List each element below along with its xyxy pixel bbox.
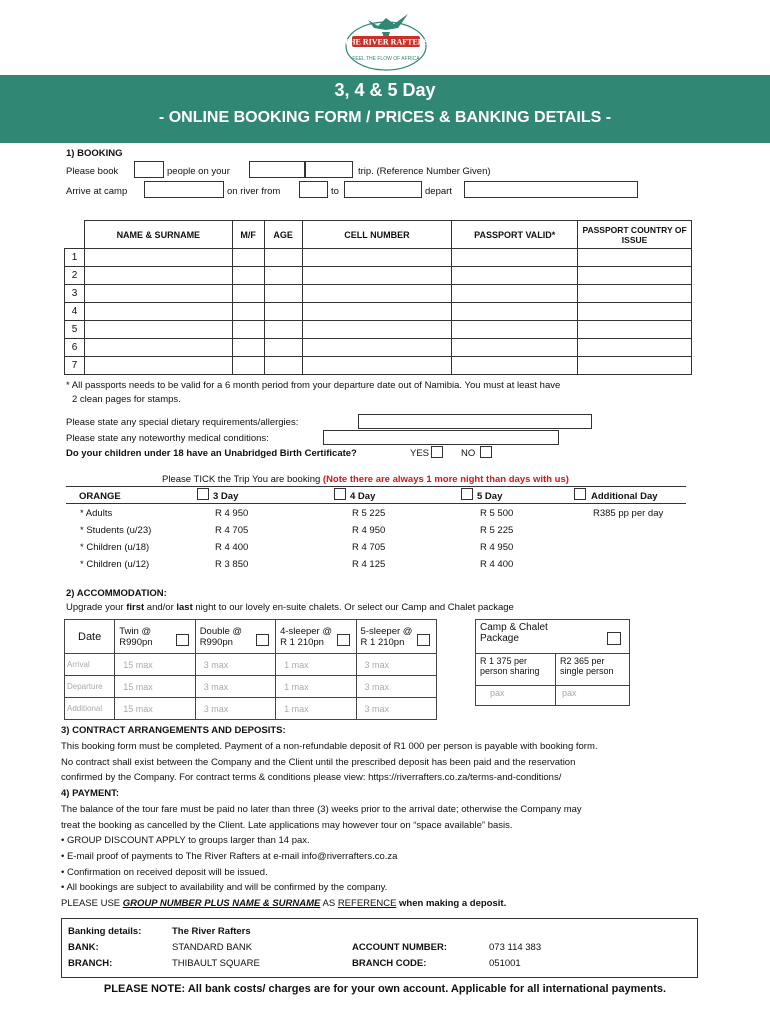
- medical-field[interactable]: [323, 430, 559, 445]
- accommodation-type-checkbox[interactable]: [337, 634, 350, 646]
- contract-line-3: confirmed by the Company. For contract terms & conditions please view: https://riverrafters.co.za/terms-and-conditions/: [61, 772, 562, 783]
- accommodation-col: Twin @ R990pn: [115, 620, 195, 654]
- guest-passport-valid-field[interactable]: [452, 321, 578, 339]
- accommodation-qty-field[interactable]: 15 max: [115, 676, 195, 698]
- guest-name-field[interactable]: [84, 285, 232, 303]
- yes-label: YES: [410, 448, 430, 459]
- booking-heading: 1) BOOKING: [66, 148, 123, 159]
- guest-mf-field[interactable]: [232, 249, 264, 267]
- accommodation-intro: Upgrade your first and/or last night to our lovely en-suite chalets. Or select our Camp and Chalet package: [66, 602, 514, 613]
- reference-instruction: PLEASE USE GROUP NUMBER PLUS NAME & SURNAME AS REFERENCE when making a deposit.: [61, 898, 507, 909]
- row-number: 2: [65, 267, 85, 285]
- col-5day: 5 Day: [477, 491, 503, 502]
- col-cell: CELL NUMBER: [302, 221, 452, 249]
- people-count-field[interactable]: [134, 161, 164, 178]
- tick-3day-checkbox[interactable]: [197, 488, 209, 500]
- camp-price-single: R2 365 per: [560, 656, 605, 666]
- camp-pax-sharing-field[interactable]: pax: [476, 686, 556, 706]
- camp-price-single-sub: single person: [560, 666, 614, 676]
- tick-4day-checkbox[interactable]: [334, 488, 346, 500]
- guest-mf-field[interactable]: [232, 303, 264, 321]
- guest-mf-field[interactable]: [232, 267, 264, 285]
- guest-passport-valid-field[interactable]: [452, 339, 578, 357]
- guest-age-field[interactable]: [264, 249, 302, 267]
- guest-passport-valid-field[interactable]: [452, 267, 578, 285]
- booking-text-river-from: on river from: [227, 186, 281, 197]
- col-passport-valid: PASSPORT VALID*: [452, 221, 578, 249]
- page-title: 3, 4 & 5 Day: [334, 80, 436, 100]
- accommodation-qty-field[interactable]: 3 max: [195, 676, 275, 698]
- guest-cell-field[interactable]: [302, 285, 452, 303]
- guest-passport-country-field[interactable]: [578, 321, 692, 339]
- guest-passport-country-field[interactable]: [578, 357, 692, 375]
- tick-text: Please TICK the Trip You are booking: [162, 474, 321, 485]
- price-value: R 4 705: [215, 525, 249, 536]
- guest-mf-field[interactable]: [232, 339, 264, 357]
- accommodation-qty-field[interactable]: 1 max: [276, 654, 356, 676]
- price-value: R 4 125: [352, 559, 386, 570]
- accommodation-heading: 2) ACCOMMODATION:: [66, 588, 167, 599]
- guest-name-field[interactable]: [84, 267, 232, 285]
- col-age: AGE: [264, 221, 302, 249]
- contract-line-2: No contract shall exist between the Company and the Client until the prescribed deposit has been paid and the reservation: [61, 757, 576, 768]
- camp-chalet-table: [475, 619, 630, 706]
- bank-label: BANK:: [68, 942, 99, 953]
- price-value: R 4 950: [352, 525, 386, 536]
- guest-age-field[interactable]: [264, 303, 302, 321]
- account-name: The River Rafters: [172, 926, 251, 937]
- branch-code-label: BRANCH CODE:: [352, 958, 427, 969]
- bank-name: STANDARD BANK: [172, 942, 253, 953]
- camp-pax-single-field[interactable]: pax: [556, 686, 630, 706]
- row-number: 1: [65, 249, 85, 267]
- accommodation-row: [65, 698, 437, 720]
- accommodation-row: [65, 654, 437, 676]
- col-mf: M/F: [232, 221, 264, 249]
- accommodation-type-checkbox[interactable]: [256, 634, 269, 646]
- camp-price-sharing: R 1 375 per: [480, 656, 528, 666]
- passport-note-2: 2 clean pages for stamps.: [72, 394, 181, 405]
- col-name: NAME & SURNAME: [84, 221, 232, 249]
- guest-mf-field[interactable]: [232, 321, 264, 339]
- guest-row: [65, 321, 692, 339]
- guest-name-field[interactable]: [84, 339, 232, 357]
- guest-row: [65, 357, 692, 375]
- row-number: 7: [65, 357, 85, 375]
- tick-additional-checkbox[interactable]: [574, 488, 586, 500]
- price-value: R 5 225: [480, 525, 514, 536]
- river-to-field[interactable]: [344, 181, 422, 198]
- accommodation-qty-field[interactable]: 3 max: [356, 676, 436, 698]
- tick-5day-checkbox[interactable]: [461, 488, 473, 500]
- row-number: 3: [65, 285, 85, 303]
- river-from-field[interactable]: [299, 181, 328, 198]
- col-date: Date: [65, 620, 115, 654]
- guest-name-field[interactable]: [84, 321, 232, 339]
- guest-passport-country-field[interactable]: [578, 285, 692, 303]
- accommodation-col: 5-sleeper @ R 1 210pn: [356, 620, 436, 654]
- guest-cell-field[interactable]: [302, 249, 452, 267]
- depart-field[interactable]: [464, 181, 638, 198]
- account-number-label: ACCOUNT NUMBER:: [352, 942, 447, 953]
- price-value: R 4 950: [215, 508, 249, 519]
- guest-row: [65, 285, 692, 303]
- guest-table: [64, 220, 692, 375]
- arrive-camp-field[interactable]: [144, 181, 224, 198]
- contract-heading: 3) CONTRACT ARRANGEMENTS AND DEPOSITS:: [61, 725, 286, 736]
- accommodation-type-checkbox[interactable]: [417, 634, 430, 646]
- guest-row: [65, 303, 692, 321]
- page-header-banner: [0, 75, 770, 143]
- accommodation-qty-field[interactable]: 3 max: [356, 654, 436, 676]
- camp-chalet-checkbox[interactable]: [607, 632, 621, 645]
- accommodation-row-label: Departure: [65, 676, 115, 698]
- price-value: R385 pp per day: [593, 508, 664, 519]
- accommodation-qty-field[interactable]: 3 max: [195, 654, 275, 676]
- guest-name-field[interactable]: [84, 249, 232, 267]
- yes-checkbox[interactable]: [431, 446, 443, 458]
- payment-line-2: treat the booking as cancelled by the Client. Late applications may however tour on “space available” basis.: [61, 820, 513, 831]
- accommodation-row-label: Arrival: [65, 654, 115, 676]
- accommodation-row: [65, 676, 437, 698]
- banking-label: Banking details:: [68, 926, 142, 937]
- guest-name-field[interactable]: [84, 357, 232, 375]
- guest-age-field[interactable]: [264, 339, 302, 357]
- price-table-label: ORANGE: [79, 491, 121, 502]
- payment-bullet-4: • All bookings are subject to availability and will be confirmed by the company.: [61, 882, 388, 893]
- guest-row: [65, 249, 692, 267]
- tick-note: (Note there are always 1 more night than days with us): [322, 474, 569, 485]
- birth-certificate-question: Do your children under 18 have an Unabridged Birth Certificate?: [66, 448, 357, 459]
- camp-title-2: Package: [480, 633, 519, 644]
- accommodation-row-label: Additional: [65, 698, 115, 720]
- row-number: 6: [65, 339, 85, 357]
- guest-age-field[interactable]: [264, 267, 302, 285]
- camp-price-sharing-sub: person sharing: [480, 666, 540, 676]
- dietary-field[interactable]: [358, 414, 592, 429]
- booking-text-please-book: Please book: [66, 166, 119, 177]
- price-row-label: * Children (u/18): [80, 542, 150, 553]
- price-value: R 3 850: [215, 559, 249, 570]
- no-label: NO: [461, 448, 476, 459]
- booking-text-arrive: Arrive at camp: [66, 186, 128, 197]
- col-passport-country: PASSPORT COUNTRY OF ISSUE: [578, 221, 692, 249]
- branch-name: THIBAULT SQUARE: [172, 958, 260, 969]
- accommodation-qty-field[interactable]: 15 max: [115, 698, 195, 720]
- payment-bullet-1: • GROUP DISCOUNT APPLY to groups larger than 14 pax.: [61, 835, 310, 846]
- guest-passport-valid-field[interactable]: [452, 303, 578, 321]
- guest-passport-valid-field[interactable]: [452, 285, 578, 303]
- accommodation-qty-field[interactable]: 1 max: [276, 698, 356, 720]
- guest-cell-field[interactable]: [302, 321, 452, 339]
- accommodation-col: Double @ R990pn: [195, 620, 275, 654]
- price-row-label: * Children (u/12): [80, 559, 150, 570]
- guest-passport-country-field[interactable]: [578, 303, 692, 321]
- branch-label: BRANCH:: [68, 958, 113, 969]
- guest-cell-field[interactable]: [302, 339, 452, 357]
- accommodation-qty-field[interactable]: 1 max: [276, 676, 356, 698]
- footer-note: PLEASE NOTE: All bank costs/ charges are for your own account. Applicable for all international payments.: [103, 983, 667, 995]
- logo-tagline: FEEL THE FLOW OF AFRICA: [352, 56, 420, 62]
- price-value: R 5 500: [480, 508, 514, 519]
- guest-cell-field[interactable]: [302, 357, 452, 375]
- bird-logo-icon: [338, 6, 434, 72]
- guest-row: [65, 339, 692, 357]
- guest-age-field[interactable]: [264, 321, 302, 339]
- booking-text-trip: trip. (Reference Number Given): [358, 166, 491, 177]
- accommodation-qty-field[interactable]: 15 max: [115, 654, 195, 676]
- booking-text-people: people on your: [167, 166, 230, 177]
- accommodation-qty-field[interactable]: 3 max: [195, 698, 275, 720]
- guest-passport-country-field[interactable]: [578, 267, 692, 285]
- booking-text-depart: depart: [425, 186, 452, 197]
- guest-mf-field[interactable]: [232, 285, 264, 303]
- price-value: R 4 705: [352, 542, 386, 553]
- price-value: R 4 400: [215, 542, 249, 553]
- dietary-label: Please state any special dietary requirements/allergies:: [66, 417, 299, 428]
- tick-instruction: [162, 474, 569, 485]
- col-4day: 4 Day: [350, 491, 376, 502]
- trip-field-2[interactable]: [305, 161, 353, 178]
- guest-cell-field[interactable]: [302, 267, 452, 285]
- contract-line-1: This booking form must be completed. Payment of a non-refundable deposit of R1 000 per person is payable with booking form.: [61, 741, 598, 752]
- row-number: 4: [65, 303, 85, 321]
- payment-bullet-3: • Confirmation on received deposit will be issued.: [61, 867, 268, 878]
- guest-cell-field[interactable]: [302, 303, 452, 321]
- guest-row: [65, 267, 692, 285]
- guest-passport-valid-field[interactable]: [452, 249, 578, 267]
- guest-passport-valid-field[interactable]: [452, 357, 578, 375]
- booking-text-to: to: [331, 186, 339, 197]
- account-number: 073 114 383: [489, 942, 542, 953]
- price-value: R 4 400: [480, 559, 514, 570]
- row-number: 5: [65, 321, 85, 339]
- medical-label: Please state any noteworthy medical conditions:: [66, 433, 269, 444]
- passport-note-1: * All passports needs to be valid for a 6 month period from your departure date out of Namibia. You must at least have: [66, 380, 561, 391]
- no-checkbox[interactable]: [480, 446, 492, 458]
- guest-passport-country-field[interactable]: [578, 249, 692, 267]
- payment-line-1: The balance of the tour fare must be paid no later than three (3) weeks prior to the arrival date; otherwise the Company may: [61, 804, 582, 815]
- payment-bullet-2: • E-mail proof of payments to The River Rafters at e-mail info@riverrafters.co.za: [61, 851, 398, 862]
- price-row-label: * Adults: [80, 508, 113, 519]
- price-row-label: * Students (u/23): [80, 525, 152, 536]
- payment-heading: 4) PAYMENT:: [61, 788, 120, 799]
- logo-brand: THE RIVER RAFTERS: [343, 37, 429, 47]
- trip-field-1[interactable]: [249, 161, 305, 178]
- col-additional: Additional Day: [591, 491, 658, 502]
- col-3day: 3 Day: [213, 491, 239, 502]
- price-value: R 5 225: [352, 508, 386, 519]
- accommodation-table: [64, 619, 437, 720]
- branch-code: 051001: [489, 958, 521, 969]
- guest-passport-country-field[interactable]: [578, 339, 692, 357]
- accommodation-qty-field[interactable]: 3 max: [356, 698, 436, 720]
- guest-age-field[interactable]: [264, 357, 302, 375]
- guest-name-field[interactable]: [84, 303, 232, 321]
- page-subtitle: - ONLINE BOOKING FORM / PRICES & BANKING DETAILS -: [158, 109, 612, 126]
- camp-title-1: Camp & Chalet: [480, 622, 548, 633]
- accommodation-col: 4-sleeper @ R 1 210pn: [276, 620, 356, 654]
- banking-details-box: [61, 918, 698, 978]
- guest-mf-field[interactable]: [232, 357, 264, 375]
- guest-age-field[interactable]: [264, 285, 302, 303]
- price-value: R 4 950: [480, 542, 514, 553]
- accommodation-type-checkbox[interactable]: [176, 634, 189, 646]
